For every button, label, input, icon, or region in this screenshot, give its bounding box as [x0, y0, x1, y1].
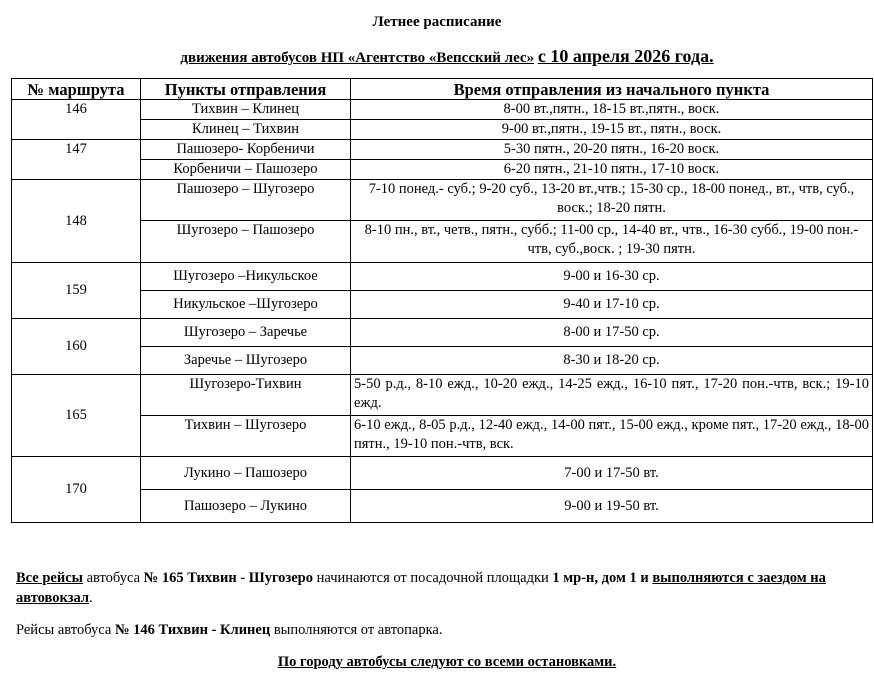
header-departure-time: Время отправления из начального пункта	[351, 79, 873, 100]
route-stops: Пашозеро – Лукино	[141, 490, 351, 523]
departure-times: 8-00 и 17-50 ср.	[351, 319, 873, 347]
departure-times: 7-00 и 17-50 вт.	[351, 457, 873, 490]
note-all-trips: Все рейсы	[16, 570, 83, 586]
title-date: с 10 апреля 2026 года.	[537, 46, 714, 66]
note-text: начинаются от посадочной площадки	[313, 570, 553, 586]
route-number: 146	[12, 100, 141, 140]
title-line-1: Летнее расписание	[372, 14, 502, 30]
table-row	[12, 120, 873, 140]
route-stops: Лукино – Пашозеро	[141, 457, 351, 490]
note-route-name: № 165 Тихвин - Шугозеро	[143, 570, 313, 586]
note-city-stops: По городу автобусы следуют со всеми остановками.	[277, 654, 617, 670]
note-text: выполняются от автопарка.	[270, 622, 443, 638]
route-number: 147	[12, 140, 141, 180]
departure-times: 9-00 и 16-30 ср.	[351, 263, 873, 291]
route-stops: Шугозеро – Пашозеро	[141, 221, 351, 263]
route-stops: Корбеничи – Пашозеро	[141, 160, 351, 180]
table-row	[12, 263, 873, 291]
note-bus-station: выполняются с заездом на автовокзал	[16, 570, 826, 606]
table-row	[12, 100, 873, 120]
route-number: 165	[12, 375, 141, 457]
table-row	[12, 416, 873, 457]
route-number: 170	[12, 457, 141, 523]
route-number: 159	[12, 263, 141, 319]
departure-times: 7-10 понед.- суб.; 9-20 суб., 13-20 вт.,чтв.; 15-30 ср., 18-00 понед., вт., чтв, суб., воск.; 18-20 пятн.	[351, 180, 873, 221]
note-text: .	[89, 590, 93, 606]
table-row	[12, 140, 873, 160]
departure-times: 6-20 пятн., 21-10 пятн., 17-10 воск.	[351, 160, 873, 180]
departure-times: 9-40 и 17-10 ср.	[351, 291, 873, 319]
table-row	[12, 490, 873, 523]
route-stops: Тихвин – Шугозеро	[141, 416, 351, 457]
departure-times: 6-10 ежд., 8-05 р.д., 12-40 ежд., 14-00 пят., 15-00 ежд., кроме пят., 17-20 ежд., 18-00 пятн., 19-10 пон.-чтв, вск.	[351, 416, 873, 457]
table-row	[12, 291, 873, 319]
departure-times: 9-00 вт.,пятн., 19-15 вт., пятн., воск.	[351, 120, 873, 140]
header-row	[12, 79, 873, 100]
route-stops: Шугозеро – Заречье	[141, 319, 351, 347]
note-text: Рейсы автобуса	[16, 622, 115, 638]
route-stops: Шугозеро –Никульское	[141, 263, 351, 291]
table-row	[12, 160, 873, 180]
table-row	[12, 221, 873, 263]
table-row	[12, 347, 873, 375]
header-stops: Пункты отправления	[141, 79, 351, 100]
route-stops: Пашозеро – Шугозеро	[141, 180, 351, 221]
route-stops: Никульское –Шугозеро	[141, 291, 351, 319]
route-stops: Клинец – Тихвин	[141, 120, 351, 140]
header-route-number: № маршрута	[12, 79, 141, 100]
departure-times: 8-00 вт.,пятн., 18-15 вт.,пятн., воск.	[351, 100, 873, 120]
schedule-table	[11, 78, 873, 523]
route-stops: Шугозеро-Тихвин	[141, 375, 351, 416]
table-row	[12, 180, 873, 221]
route-stops: Заречье – Шугозеро	[141, 347, 351, 375]
title-agency: движения автобусов НП «Агентство «Вепсский лес»	[180, 50, 535, 66]
departure-times: 8-30 и 18-20 ср.	[351, 347, 873, 375]
note-route-146	[16, 620, 874, 640]
route-stops: Пашозеро- Корбеничи	[141, 140, 351, 160]
route-number: 160	[12, 319, 141, 375]
departure-times: 5-30 пятн., 20-20 пятн., 16-20 воск.	[351, 140, 873, 160]
departure-times: 8-10 пн., вт., четв., пятн., субб.; 11-00 ср., 14-40 вт., чтв., 16-30 субб., 19-00 пон.-чтв, суб.,воск. ; 19-30 пятн.	[351, 221, 873, 263]
departure-times: 9-00 и 19-50 вт.	[351, 490, 873, 523]
route-number: 148	[12, 180, 141, 263]
note-route-165	[16, 568, 874, 608]
title-line-2	[0, 46, 874, 67]
table-row	[12, 375, 873, 416]
note-stop-address: 1 мр-н, дом 1 и	[552, 570, 649, 586]
note-route-name: № 146 Тихвин - Клинец	[114, 622, 271, 638]
note-text: автобуса	[82, 570, 144, 586]
departure-times: 5-50 р.д., 8-10 ежд., 10-20 ежд., 14-25 ежд., 16-10 пят., 17-20 пон.-чтв, вск.; 19-10 ежд.	[351, 375, 873, 416]
route-stops: Тихвин – Клинец	[141, 100, 351, 120]
table-row	[12, 457, 873, 490]
table-row	[12, 319, 873, 347]
